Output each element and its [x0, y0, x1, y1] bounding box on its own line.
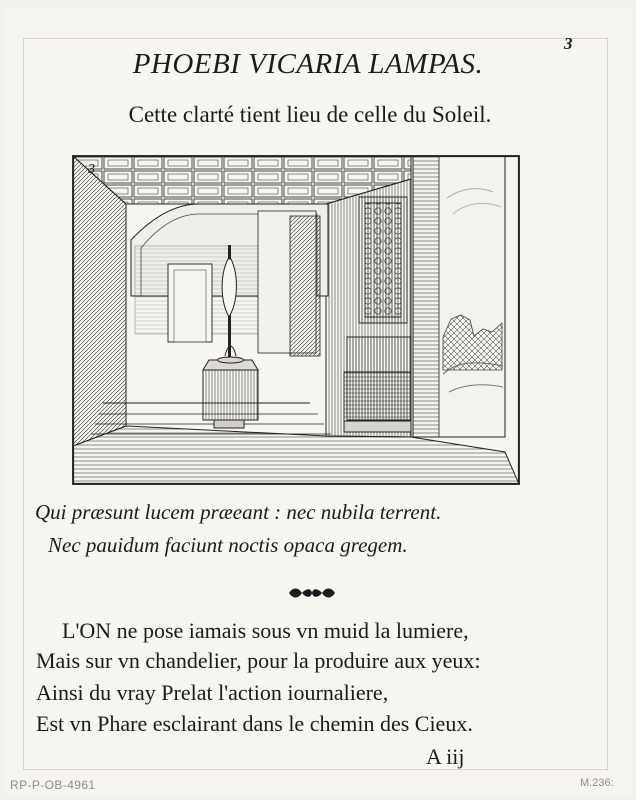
verse-line-3: Ainsi du vray Prelat l'action iournaliere, — [36, 680, 389, 705]
latin-line-2: Nec pauidum faciunt noctis opaca gregem. — [48, 533, 408, 557]
verse-line-2: Mais sur vn chandelier, pour la produire aux yeux: — [36, 648, 481, 673]
plate-number: 3 — [88, 162, 95, 177]
page-title: PHOEBI VICARIA LAMPAS. — [132, 48, 484, 80]
page-mark: 3 — [564, 34, 573, 53]
engraving-illustration — [72, 155, 520, 485]
latin-line-1: Qui præsunt lucem præeant : nec nubila terrent. — [35, 500, 442, 524]
signature-mark: A iij — [426, 744, 465, 769]
ornament-icon — [287, 586, 337, 600]
archive-stamp-right: M.236: — [580, 777, 614, 789]
verse-line-1: L'ON ne pose iamais sous vn muid la lumiere, — [62, 618, 469, 643]
page-subtitle: Cette clarté tient lieu de celle du Soleil. — [128, 102, 492, 127]
archive-stamp-left: RP-P-OB-4961 — [10, 778, 96, 792]
verse-line-4: Est vn Phare esclairant dans le chemin des Cieux. — [36, 711, 473, 736]
